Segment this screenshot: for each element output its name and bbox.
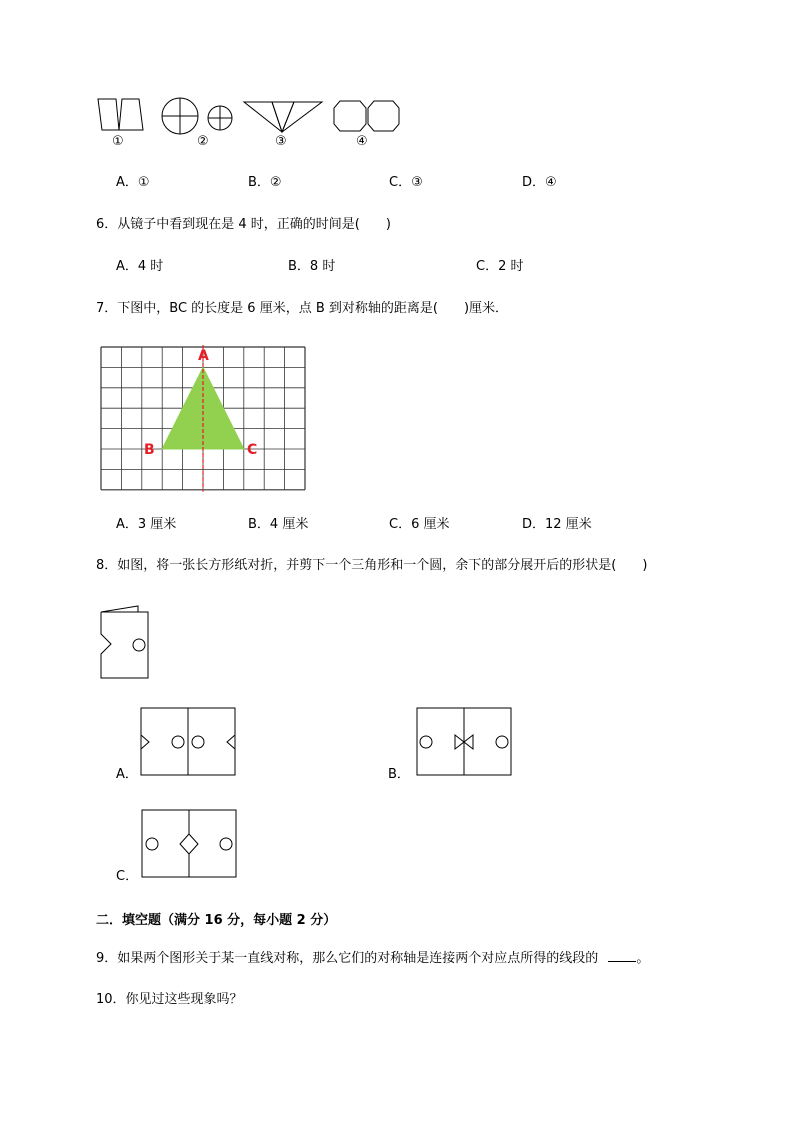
figure-1-trapezoids — [95, 98, 147, 132]
figure-3-label: ③ — [275, 134, 287, 149]
q8-option-c[interactable]: C． — [116, 869, 139, 884]
q8-folded-paper — [98, 604, 156, 680]
figure-2-circles — [160, 96, 238, 136]
q8-option-b-figure — [416, 707, 512, 777]
q5-option-a[interactable]: A．① — [116, 175, 150, 190]
q7-option-a[interactable]: A．3 厘米 — [116, 517, 177, 532]
q6-option-b[interactable]: B．8 时 — [288, 259, 336, 274]
label-a: A — [198, 348, 209, 364]
q6-stem: 6．从镜子中看到现在是 4 时，正确的时间是( ) — [96, 217, 391, 232]
figure-4-octagons — [332, 100, 402, 132]
q8-option-a[interactable]: A． — [116, 767, 138, 782]
label-c: C — [247, 442, 258, 458]
q9-end: 。 — [636, 951, 650, 966]
q7-option-d[interactable]: D．12 厘米 — [522, 517, 592, 532]
q6-option-c[interactable]: C．2 时 — [476, 259, 524, 274]
q7-option-b[interactable]: B．4 厘米 — [248, 517, 309, 532]
q5-option-d[interactable]: D．④ — [522, 175, 557, 190]
q8-option-c-figure — [141, 809, 237, 879]
q9 — [96, 949, 649, 967]
figure-4-label: ④ — [356, 134, 368, 149]
q6-option-a[interactable]: A．4 时 — [116, 259, 164, 274]
q10-stem: 10．你见过这些现象吗？ — [96, 992, 243, 1007]
figure-1-label: ① — [112, 134, 124, 149]
label-b: B — [144, 442, 155, 458]
q5-option-c[interactable]: C．③ — [389, 175, 423, 190]
q8-option-b[interactable]: B． — [388, 767, 410, 782]
q8-stem: 8．如图，将一张长方形纸对折，并剪下一个三角形和一个圆，余下的部分展开后的形状是( ) — [96, 558, 648, 573]
q7-grid — [100, 346, 306, 492]
figure-3-wings — [242, 100, 324, 134]
section-heading: 二．填空题（满分 16 分，每小题 2 分） — [96, 913, 337, 928]
q9-stem: 9．如果两个图形关于某一直线对称，那么它们的对称轴是连接两个对应点所得的线段的 — [96, 951, 599, 966]
q7-stem: 7．下图中，BC 的长度是 6 厘米，点 B 到对称轴的距离是( )厘米． — [96, 301, 509, 316]
figure-2-label: ② — [197, 134, 209, 149]
q9-answer-blank[interactable] — [608, 949, 636, 962]
q7-option-c[interactable]: C．6 厘米 — [389, 517, 450, 532]
q8-option-a-figure — [140, 707, 236, 777]
q5-option-b[interactable]: B．② — [248, 175, 282, 190]
